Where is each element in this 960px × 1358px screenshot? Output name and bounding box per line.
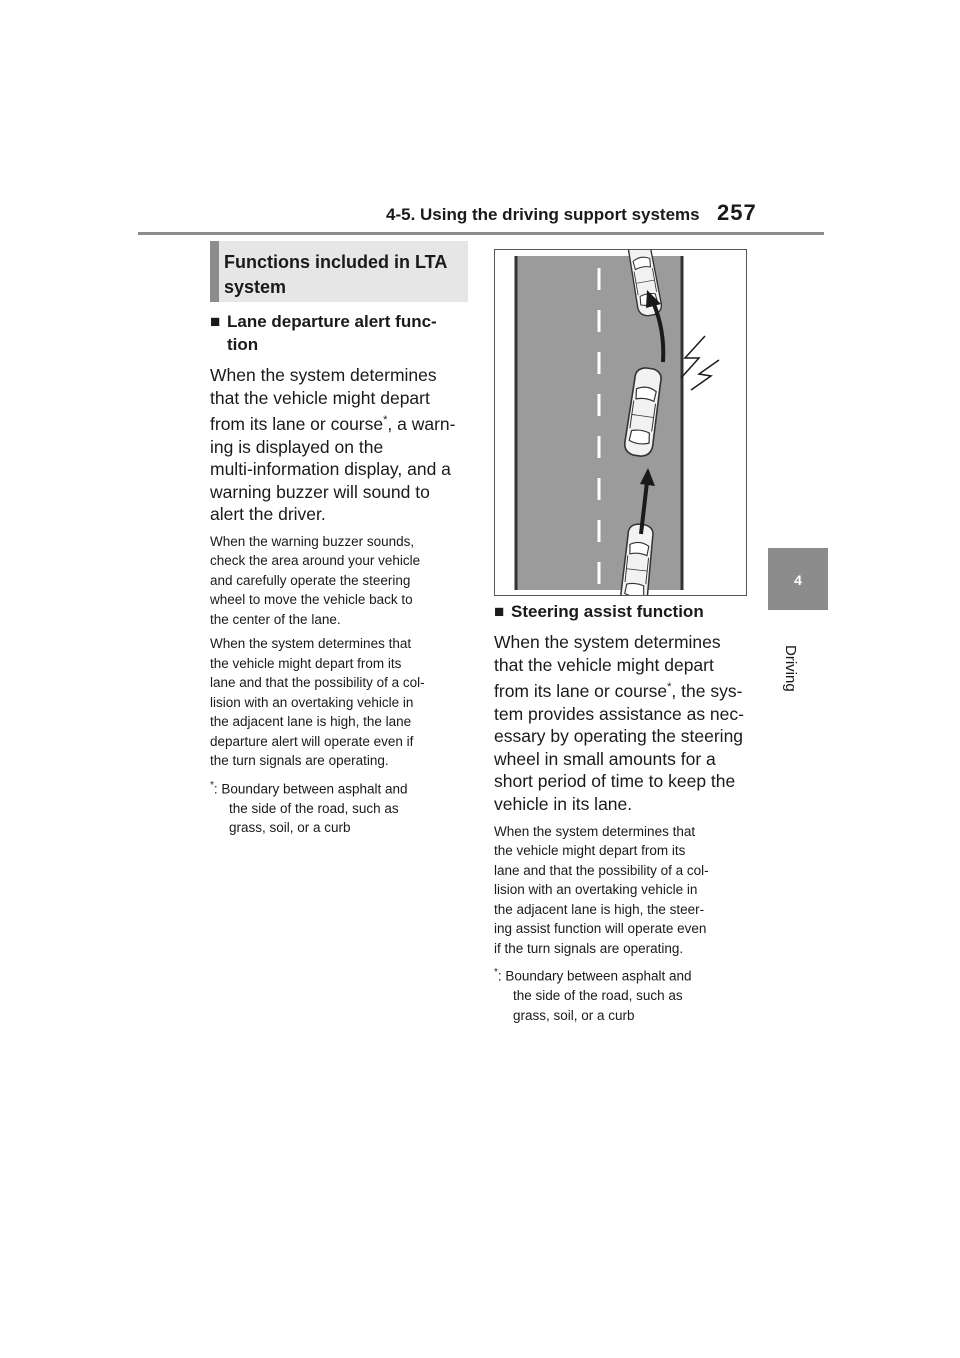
text-line: When the system determines that <box>210 636 412 652</box>
text-line: from its lane or course <box>494 681 668 702</box>
text-line: grass, soil, or a curb <box>229 820 351 836</box>
text-line: : Boundary between asphalt and <box>213 781 408 797</box>
text-line: if the turn signals are operating. <box>494 940 684 956</box>
text-line: : Boundary between asphalt and <box>497 968 692 984</box>
heading-line: tion <box>227 335 259 354</box>
section-heading-line: system <box>224 277 287 297</box>
text-line: from its lane or course <box>210 414 384 435</box>
lane-departure-illustration <box>494 249 747 596</box>
text-line: ing is displayed on the <box>210 436 384 457</box>
heading-marker: ■ <box>210 312 221 331</box>
heading-marker: ■ <box>494 602 505 621</box>
chapter-label: Driving <box>782 645 799 692</box>
steering-assist-heading <box>494 600 754 623</box>
text-line: and carefully operate the steering <box>210 572 411 588</box>
text-line: warning buzzer will sound to <box>210 481 430 502</box>
section-heading-line: Functions included in LTA <box>224 252 448 272</box>
footnote-mark: * <box>667 681 672 694</box>
footnote-mark: * <box>383 414 388 427</box>
running-header-title: 4-5. Using the driving support systems <box>386 205 700 224</box>
footnote-continuation <box>494 986 754 1025</box>
text-line: departure alert will operate even if <box>210 733 414 749</box>
footnote-symbol: * <box>210 779 214 791</box>
text-line: essary by operating the steering <box>494 726 744 747</box>
text-line: When the system determines that <box>494 823 696 839</box>
text-line: that the vehicle might depart <box>494 654 714 675</box>
road-diagram <box>495 250 746 595</box>
text-line: lane and that the possibility of a col- <box>494 862 709 878</box>
text-line: grass, soil, or a curb <box>513 1007 635 1023</box>
text-line: vehicle in its lane. <box>494 793 633 814</box>
text-line: check the area around your vehicle <box>210 553 421 569</box>
text-line: alert the driver. <box>210 504 326 525</box>
text-line: lision with an overtaking vehicle in <box>210 694 414 710</box>
footnote-symbol: * <box>494 967 498 979</box>
left-column <box>210 310 468 838</box>
text-line: lane and that the possibility of a col- <box>210 675 425 691</box>
text-line: ing assist function will operate even <box>494 921 707 937</box>
text-line: tem provides assistance as nec- <box>494 703 744 724</box>
steering-assist-intro <box>494 631 754 816</box>
text-line: , a warn- <box>387 414 456 435</box>
collision-warning-icon <box>691 360 719 390</box>
text-line: the side of the road, such as <box>513 988 683 1004</box>
lane-departure-para2 <box>210 634 468 771</box>
text-line: When the warning buzzer sounds, <box>210 533 415 549</box>
right-column <box>494 600 754 1025</box>
text-line: the adjacent lane is high, the steer- <box>494 901 705 917</box>
text-line: short period of time to keep the <box>494 771 736 792</box>
steering-assist-para1 <box>494 822 754 959</box>
text-line: the adjacent lane is high, the lane <box>210 714 412 730</box>
text-line: wheel in small amounts for a <box>494 748 716 769</box>
page-number: 257 <box>717 200 757 225</box>
lane-departure-footnote <box>210 776 468 838</box>
footnote-continuation <box>210 799 468 838</box>
heading-line: Lane departure alert func- <box>227 312 437 331</box>
text-line: wheel to move the vehicle back to <box>210 592 413 608</box>
text-line: When the system determines <box>210 365 437 385</box>
text-line: the vehicle might depart from its <box>210 655 402 671</box>
text-line: that the vehicle might depart <box>210 387 430 408</box>
header-rule <box>138 232 824 235</box>
text-line: the side of the road, such as <box>229 800 399 816</box>
lane-departure-heading <box>210 310 468 356</box>
text-line: the vehicle might depart from its <box>494 843 686 859</box>
text-line: lision with an overtaking vehicle in <box>494 882 698 898</box>
text-line: the center of the lane. <box>210 611 341 627</box>
heading-line: Steering assist function <box>511 602 704 621</box>
chapter-number: 4 <box>794 572 802 588</box>
text-line: When the system determines <box>494 632 721 652</box>
text-line: the turn signals are operating. <box>210 753 389 769</box>
text-line: , the sys- <box>671 681 743 702</box>
steering-assist-footnote <box>494 963 754 1025</box>
lane-departure-intro <box>210 364 468 526</box>
text-line: multi-information display, and a <box>210 459 451 480</box>
section-heading <box>224 250 464 300</box>
lane-departure-para1 <box>210 532 468 630</box>
section-heading-bar <box>210 241 219 302</box>
